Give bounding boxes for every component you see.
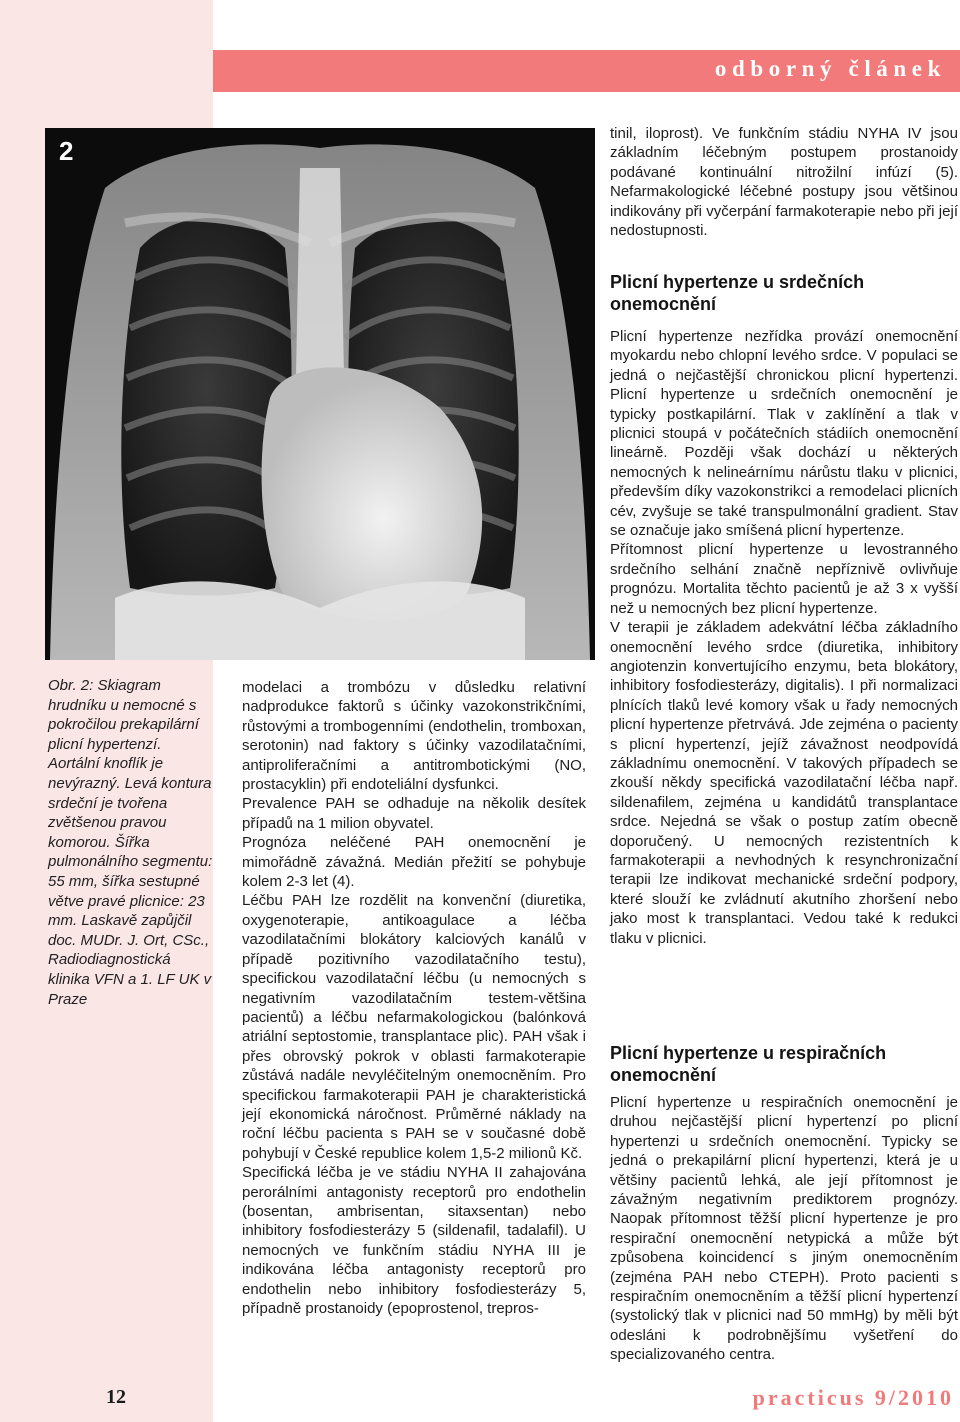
xray-marker: 2 (59, 136, 74, 166)
paragraph: Prognóza neléčené PAH onemocnění je mimořádně závažná. Medián přežití se pohybuje kolem 2-3 let (4). (242, 834, 586, 891)
paragraph: Plicní hypertenze nezřídka provází onemocnění myokardu nebo chlopní levého srdce. V populaci se jedná o nejčastější chronickou plicní hypertenzi. Plicní hypertenze u srdečních onemocnění je typicky postkapilární. Tlak v zaklínění a tlak v plicnici stoupá v počátečních stádiích onemocnění lineárně. Později však dochází u některých nemocných k nelineárnímu nárůstu tlaku v plicnici, především díky vazokonstrikci a remodelaci plicních cév, zvyšuje se také transpulmonální gradient. Stav se označuje jako smíšená plicní hypertenze. (610, 328, 958, 540)
right-column-section-2 (610, 1093, 958, 1365)
page-number: 12 (106, 1386, 126, 1408)
right-column-top (610, 124, 958, 240)
middle-column (242, 678, 586, 1318)
section-header-band (213, 50, 960, 92)
chest-xray-figure (45, 128, 595, 660)
section-title: odborný článek (714, 56, 946, 81)
paragraph: Prevalence PAH se odhaduje na několik desítek případů na 1 milion obyvatel. (242, 795, 586, 832)
journal-issue: practicus 9/2010 (752, 1385, 954, 1410)
right-column-section-1 (610, 327, 958, 948)
xray-image (45, 128, 595, 660)
section-heading-respiratory: Plicní hypertenze u respiračních onemocnění (610, 1043, 887, 1085)
paragraph: Léčbu PAH lze rozdělit na konvenční (diuretika, oxygenoterapie, antikoagulace a léčba vazodilatačními blokátory kalciových kanálů v případě pozitivního vazodilatačního testu), specifickou vazodilatační léčbu (u nemocných s negativním vazodilatačním testem-většina pacientů) a léčbu nefarmakologickou (balónková atriální septostomie, transplantace plic). PAH však i přes obrovský pokrok v oblasti farmakoterapie zůstává nadále nevyléčitelným onemocněním. Pro specifickou farmakoterapii PAH je charakteristická její ekonomická náročnost. Průměrné náklady na roční léčbu pacienta s PAH se v současné době pohybují v České republice kolem 1,5-2 milionů Kč. (242, 892, 586, 1162)
paragraph: Plicní hypertenze u respiračních onemocnění je druhou nejčastější plicní hypertenzí po plicní hypertenzi u srdečních onemocnění. Typicky se jedná o prekapilární plicní hypertenzi, která je u většiny pacientů lehká, ale její přítomnost je závažným negativním prediktorem prognózy. Naopak přítomnost těžší plicní hypertenze je pro respirační onemocnění netypická a může být způsobena koincidencí s jiným onemocněním (zejména PAH nebo CTEPH). Proto pacienti s respiračním onemocněním a těžší plicní hypertenzí (systolický tlak v plicnici nad 50 mmHg) by měli být odesláni k podrobnějšímu vyšetření do specializovaného centra. (610, 1094, 958, 1364)
paragraph: Specifická léčba je ve stádiu NYHA II zahajována perorálními antagonisty receptorů pro endothelin (bosentan, ambrisentan, sitaxsentan) nebo inhibitory fosfodiesterázy 5 (sildenafil, tadalafil). U nemocných ve funkčním stádiu NYHA III je indikována léčba antagonisty receptorů pro endothelin nebo inhibitory fosfodiesterázy 5, případně prostanoidy (epoprostenol, trepros- (242, 1164, 586, 1317)
paragraph: V terapii je základem adekvátní léčba základního onemocnění levého srdce (diuretika, inhibitory angiotenzin konvertujícího enzymu, beta blokátory, inhibitory fosfodiesterázy, digitalis). I při normalizaci plnících tlaků levé komory však u řady nemocných plicní hypertenze přetrvává. Jde zejména o pacienty s plicní hypertenzí, jejíž závažnost neodpovídá základnímu onemocnění. V takových případech se zkouší někdy specifická vazodilatační léčba např. sildenafilem, zejména u kandidátů transplantace srdce. Nejedná se však o postup zatím obecně doporučený. U nemocných rezistentních k farmakoterapii a nevhodných k resynchronizační terapii lze indikovat mechanické srdeční podpory, které slouží ke zvládnutí akutního zhoršení nebo jako most k transplantaci. Vedou také k redukci tlaku v plicnici. (610, 619, 958, 947)
paragraph: Přítomnost plicní hypertenze u levostranného srdečního selhání značně nepříznivě ovlivňuje prognózu. Mortalita těchto pacientů je až 3 x vyšší než u nemocných bez plicní hypertenze. (610, 541, 958, 617)
paragraph: modelaci a trombózu v důsledku relativní nadprodukce faktorů s účinky vazokonstrikčními, růstovými a trombogenními (endothelin, tromboxan, serotonin) nad faktory s účinky vazodilatačními, antiproliferačními a antitrombotickými (NO, prostacyklin) při endoteliální dysfunkci. (242, 679, 586, 794)
figure-caption-text: Obr. 2: Skiagram hrudníku u nemocné s pokročilou prekapilární plicní hypertenzí. Aortální knoflík je nevýrazný. Levá kontura srdeční je tvořena zvětšenou pravou komorou. Šířka pulmonálního segmentu: 55 mm, šířka sestupné větve pravé plicnice: 23 mm. Laskavě zapůjčil doc. MUDr. J. Ort, CSc., Radiodiagnostická klinika VFN a 1. LF UK v Praze (48, 677, 213, 1008)
figure-caption (48, 676, 216, 1009)
section-heading-cardiac: Plicní hypertenze u srdečních onemocnění (610, 272, 865, 314)
paragraph: tinil, iloprost). Ve funkčním stádiu NYHA IV jsou základním léčebným postupem prostanoidy podávané kontinuální nitrožilní infúzí (5). Nefarmakologické léčebné postupy jsou většinou indikovány při vyčerpání farmakoterapie nebo při její nedostupnosti. (610, 125, 958, 240)
